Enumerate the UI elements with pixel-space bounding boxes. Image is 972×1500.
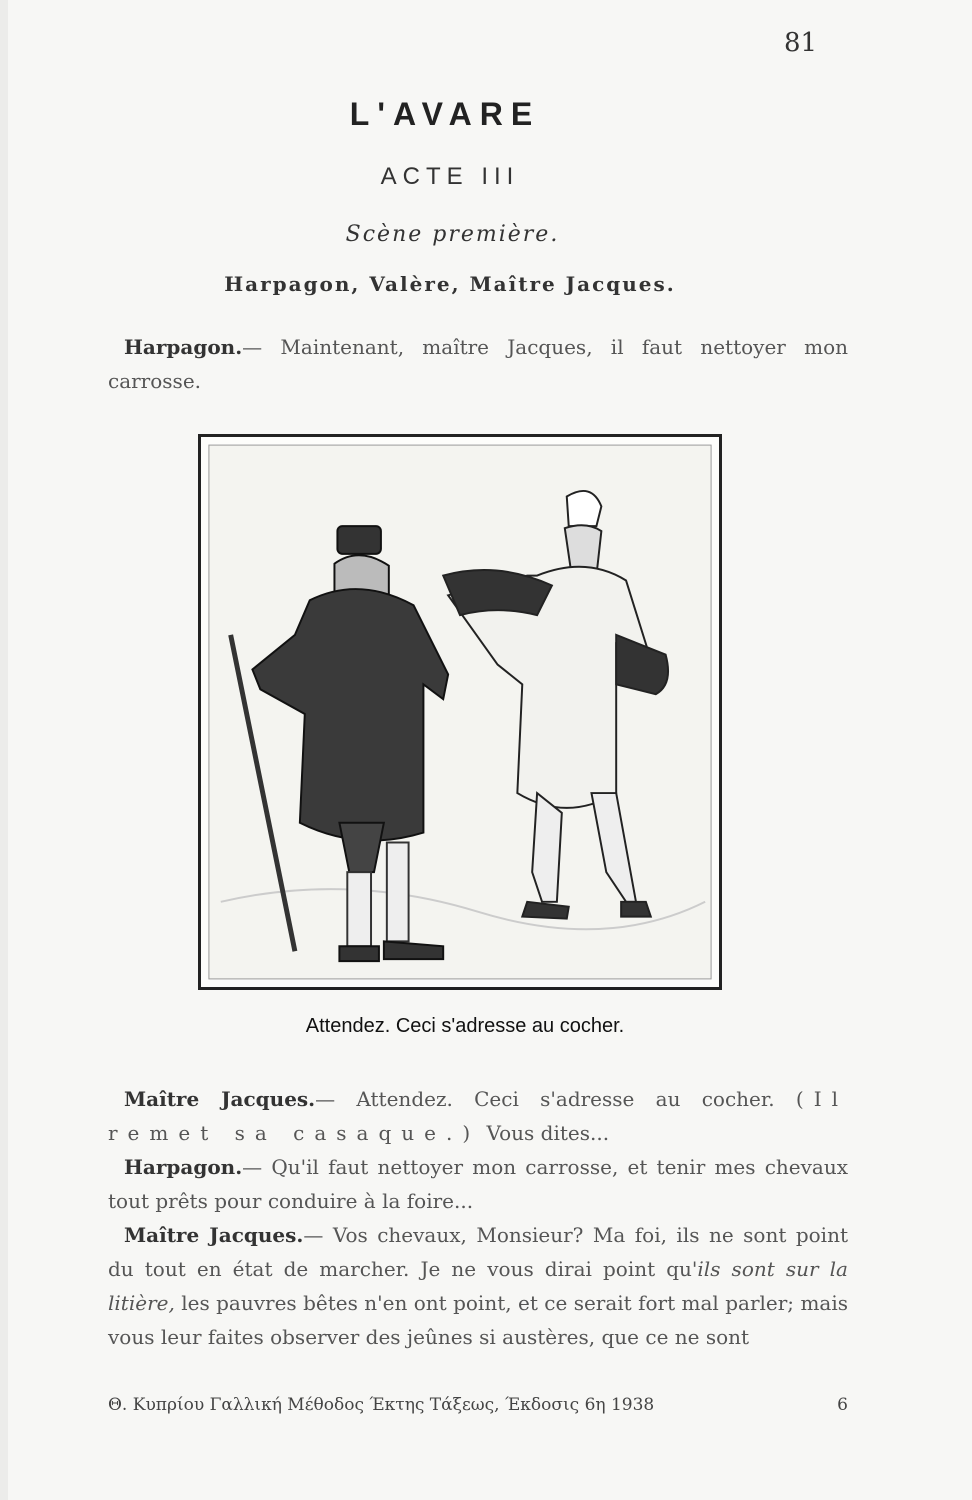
illustration-frame (198, 434, 722, 990)
footer-citation: Θ. Κυπρίου Γαλλική Μέθοδος Έκτης Τάξεως, Έκδοσις 6η 1938 (108, 1395, 655, 1415)
act-heading: ACTE III (380, 163, 520, 190)
page-number: 81 (784, 28, 818, 58)
line-text: — Maintenant, maître Jacques, il faut nettoyer mon carrosse. (108, 335, 848, 393)
opening-paragraph (108, 330, 848, 398)
italic-phrase: ils sont sur la litière, (108, 1257, 848, 1315)
speaker-maitre-jacques: Maître Jacques. (124, 1223, 304, 1247)
scene-heading: Scène première. (345, 222, 560, 247)
speaker-harpagon: Harpagon. (124, 335, 243, 359)
dialogue-block (108, 1082, 848, 1354)
signature-number: 6 (837, 1395, 848, 1415)
line-text: — Vos chevaux, Monsieur? Ma foi, ils ne sont point du tout en état de marcher. Je ne vous dirai point qu' (108, 1223, 849, 1281)
character-names: Harpagon, Valère, Maître Jacques. (224, 272, 676, 296)
dialogue-line (108, 1218, 848, 1354)
character-list (0, 272, 900, 296)
dialogue-line (108, 1082, 848, 1150)
line-text: — Qu'il faut nettoyer mon carrosse, et tenir mes chevaux tout prêts pour conduire à la foire... (108, 1155, 848, 1213)
dialogue-line (108, 1150, 848, 1218)
speaker-maitre-jacques: Maître Jacques. (124, 1087, 316, 1111)
illustration-harpagon-jacques (201, 437, 719, 987)
illustration-caption: Attendez. Ceci s'adresse au cocher. (305, 1015, 625, 1037)
line-text: — Attendez. Ceci s'adresse au cocher. (315, 1087, 775, 1111)
line-text: Vous dites... (480, 1121, 610, 1145)
stage-direction: (Il remet sa casaque.) (108, 1087, 849, 1145)
speaker-harpagon: Harpagon. (124, 1155, 243, 1179)
play-title: L'AVARE (349, 96, 541, 132)
line-text: les pauvres bêtes n'en ont point, et ce serait fort mal parler; mais vous leur faites observer des jeûnes si austères, que ce ne sont (108, 1291, 848, 1349)
page-footer (108, 1395, 848, 1415)
